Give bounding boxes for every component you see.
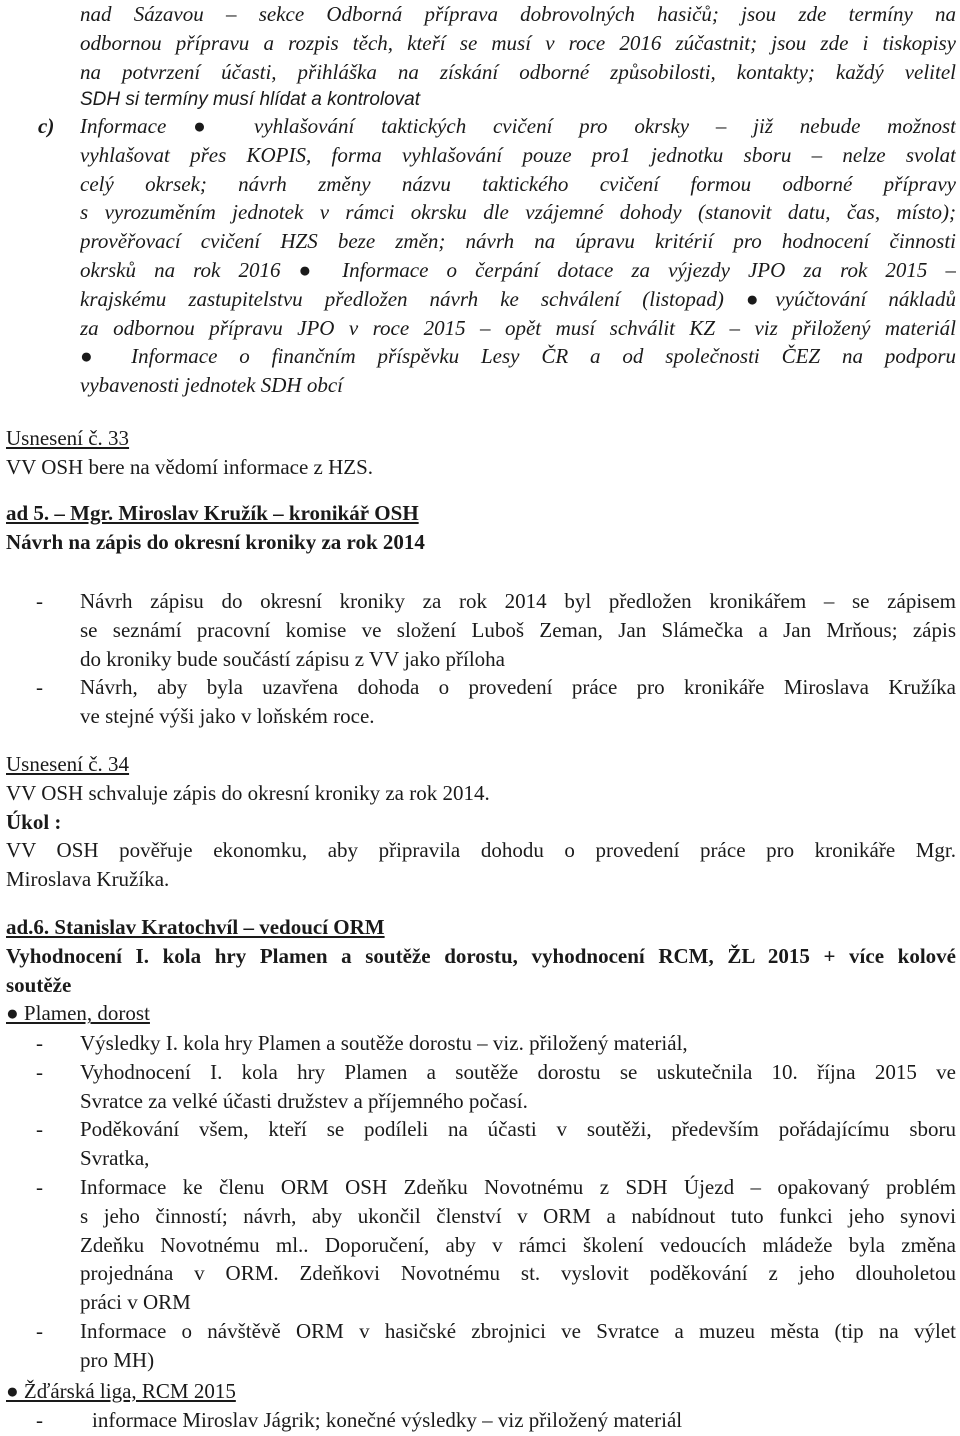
section-subheading: soutěže <box>6 972 72 997</box>
dash-marker: - <box>36 1117 43 1142</box>
text-line: Informace ● vyhlašování taktických cvičení pro okrsky – již nebude možnost <box>80 114 956 138</box>
text-line: Zdeňku Novotnému ml.. Doporučení, aby v rámci školení vedoucích mládeže byla změna <box>80 1232 956 1257</box>
dash-marker: - <box>36 589 43 613</box>
section-5 <box>6 499 956 557</box>
text-line: Návrh zápisu do okresní kroniky za rok 2014 byl předložen kronikářem – se zápisem <box>80 589 956 613</box>
item-c-paragraph <box>80 112 956 400</box>
list-item <box>6 1406 956 1435</box>
text-line: Svratce za velké účasti družstev a příjemného počasí. <box>80 1088 528 1113</box>
group-title-zdarska-liga: ● Žďárská liga, RCM 2015 <box>6 1379 236 1403</box>
text-line: odbornou přípravu a rozpis těch, kteří se musí v roce 2016 zúčastnit; jsou zde i tiskopisy <box>80 30 956 55</box>
text-line: Vyhodnocení I. kola hry Plamen a soutěže dorostu se uskutečnila 10. října 2015 ve <box>80 1059 956 1084</box>
text-line: Poděkování všem, kteří se podíleli na účasti v soutěži, především pořádajícímu sboru <box>80 1117 956 1142</box>
resolution-text: VV OSH bere na vědomí informace z HZS. <box>6 454 374 479</box>
list-item <box>6 587 956 673</box>
text-line: Výsledky I. kola hry Plamen a soutěže dorostu – viz. přiložený materiál, <box>80 1031 688 1055</box>
text-line: vyhlašovat přes KOPIS, forma vyhlašování pouze pro1 jednotku sboru – nelze svolat <box>80 142 956 167</box>
text-line: Návrh, aby byla uzavřena dohoda o provedení práce pro kronikáře Miroslava Kružíka <box>80 675 956 700</box>
text-line: Svratka, <box>80 1146 150 1171</box>
text-line: se seznámí pracovní komise ve složení Luboš Zeman, Jan Slámečka a Jan Mrňous; zápis <box>80 617 956 642</box>
task-heading: Úkol : <box>6 809 62 834</box>
text-line: ● Informace o finančním příspěvku Lesy ČR a od společnosti ČEZ na podporu <box>80 344 956 369</box>
resolution-33 <box>6 424 956 482</box>
text-line: za odbornou přípravu JPO v roce 2015 – opět musí schválit KZ – viz přiložený materiál <box>80 315 956 340</box>
text-line: Miroslava Kružíka. <box>6 867 170 892</box>
text-line: vybavenosti jednotek SDH obcí <box>80 373 343 398</box>
list-item <box>6 1317 956 1375</box>
section-5-list <box>6 587 956 731</box>
resolution-heading: Usnesení č. 34 <box>6 752 130 776</box>
text-line: s vyrozuměním jednotek v rámci okrsku dle vzájemné dohody (stanovit datu, čas, místo); <box>80 200 956 225</box>
text-line: do kroniky bude součástí zápisu z VV jako příloha <box>80 646 505 671</box>
text-line: krajskému zastupitelstvu předložen návrh ke schválení (listopad) ●vyúčtování nákladů <box>80 286 956 311</box>
text-line: prověřovací cvičení HZS beze změn; návrh na úpravu kritérií pro hodnocení činnosti <box>80 229 956 254</box>
group-zdarska-liga <box>6 1377 956 1406</box>
dash-marker: - <box>36 1318 43 1343</box>
text-line: projednána v ORM. Zdeňkovi Novotnému st. vyslovit poděkování z jeho dlouholetou <box>80 1261 956 1286</box>
section-6-list-plamen <box>6 1029 956 1375</box>
list-item <box>6 1115 956 1173</box>
text-line: ve stejné výši jako v loňském roce. <box>80 704 375 729</box>
text-line: s jeho činností; návrh, aby ukončil členství v ORM a nabídnout tuto funkci jeho synovi <box>80 1203 956 1228</box>
list-item <box>6 1173 956 1317</box>
section-subheading: Návrh na zápis do okresní kroniky za rok 2014 <box>6 529 425 554</box>
text-line: práci v ORM <box>80 1290 191 1315</box>
section-subheading: Vyhodnocení I. kola hry Plamen a soutěže dorostu, vyhodnocení RCM, ŽL 2015 + více kolové <box>6 943 956 968</box>
dash-marker: - <box>36 1031 43 1055</box>
section-heading: ad.6. Stanislav Kratochvíl – vedoucí ORM <box>6 915 385 939</box>
text-line: informace Miroslav Jágrik; konečné výsledky – viz přiložený materiál <box>92 1408 683 1432</box>
group-title-plamen: ● Plamen, dorost <box>6 1001 150 1026</box>
section-6 <box>6 913 956 1028</box>
text-line: okrsků na rok 2016 ● Informace o čerpání dotace za výjezdy JPO za rok 2015 – <box>80 257 956 282</box>
section-6-list-zdarska <box>6 1406 956 1435</box>
resolution-heading: Usnesení č. 33 <box>6 426 130 450</box>
list-item <box>6 1058 956 1116</box>
dash-marker: - <box>36 1059 43 1084</box>
dash-marker: - <box>36 675 43 700</box>
text-line: pro MH) <box>80 1347 155 1372</box>
list-item <box>6 1029 956 1058</box>
text-line: Informace o návštěvě ORM v hasičské zbrojnici ve Svratce a muzeu města (tip na výlet <box>80 1318 956 1343</box>
item-c-marker: c) <box>38 114 55 138</box>
dash-marker: - <box>36 1174 43 1199</box>
text-line: nad Sázavou – sekce Odborná příprava dobrovolných hasičů; jsou zde termíny na <box>80 2 956 26</box>
text-line: celý okrsek; návrh změny názvu taktického cvičení formou odborné přípravy <box>80 171 956 196</box>
intro-paragraph <box>80 0 956 115</box>
list-item <box>6 673 956 731</box>
text-line: na potvrzení účasti, přihláška na získání odborné způsobilosti, kontakty; každý velitel <box>80 59 956 84</box>
resolution-text: VV OSH schvaluje zápis do okresní kroniky za rok 2014. <box>6 780 490 805</box>
section-heading: ad 5. – Mgr. Miroslav Kružík – kronikář OSH <box>6 501 419 525</box>
dash-marker: - <box>36 1408 43 1432</box>
text-line: Informace ke členu ORM OSH Zdeňku Novotnému z SDH Újezd – opakovaný problém <box>80 1174 956 1199</box>
text-line: SDH si termíny musí hlídat a kontrolovat <box>80 89 421 111</box>
text-line: VV OSH pověřuje ekonomku, aby připravila dohodu o provedení práce pro kronikáře Mgr. <box>6 838 956 863</box>
resolution-34 <box>6 750 956 894</box>
